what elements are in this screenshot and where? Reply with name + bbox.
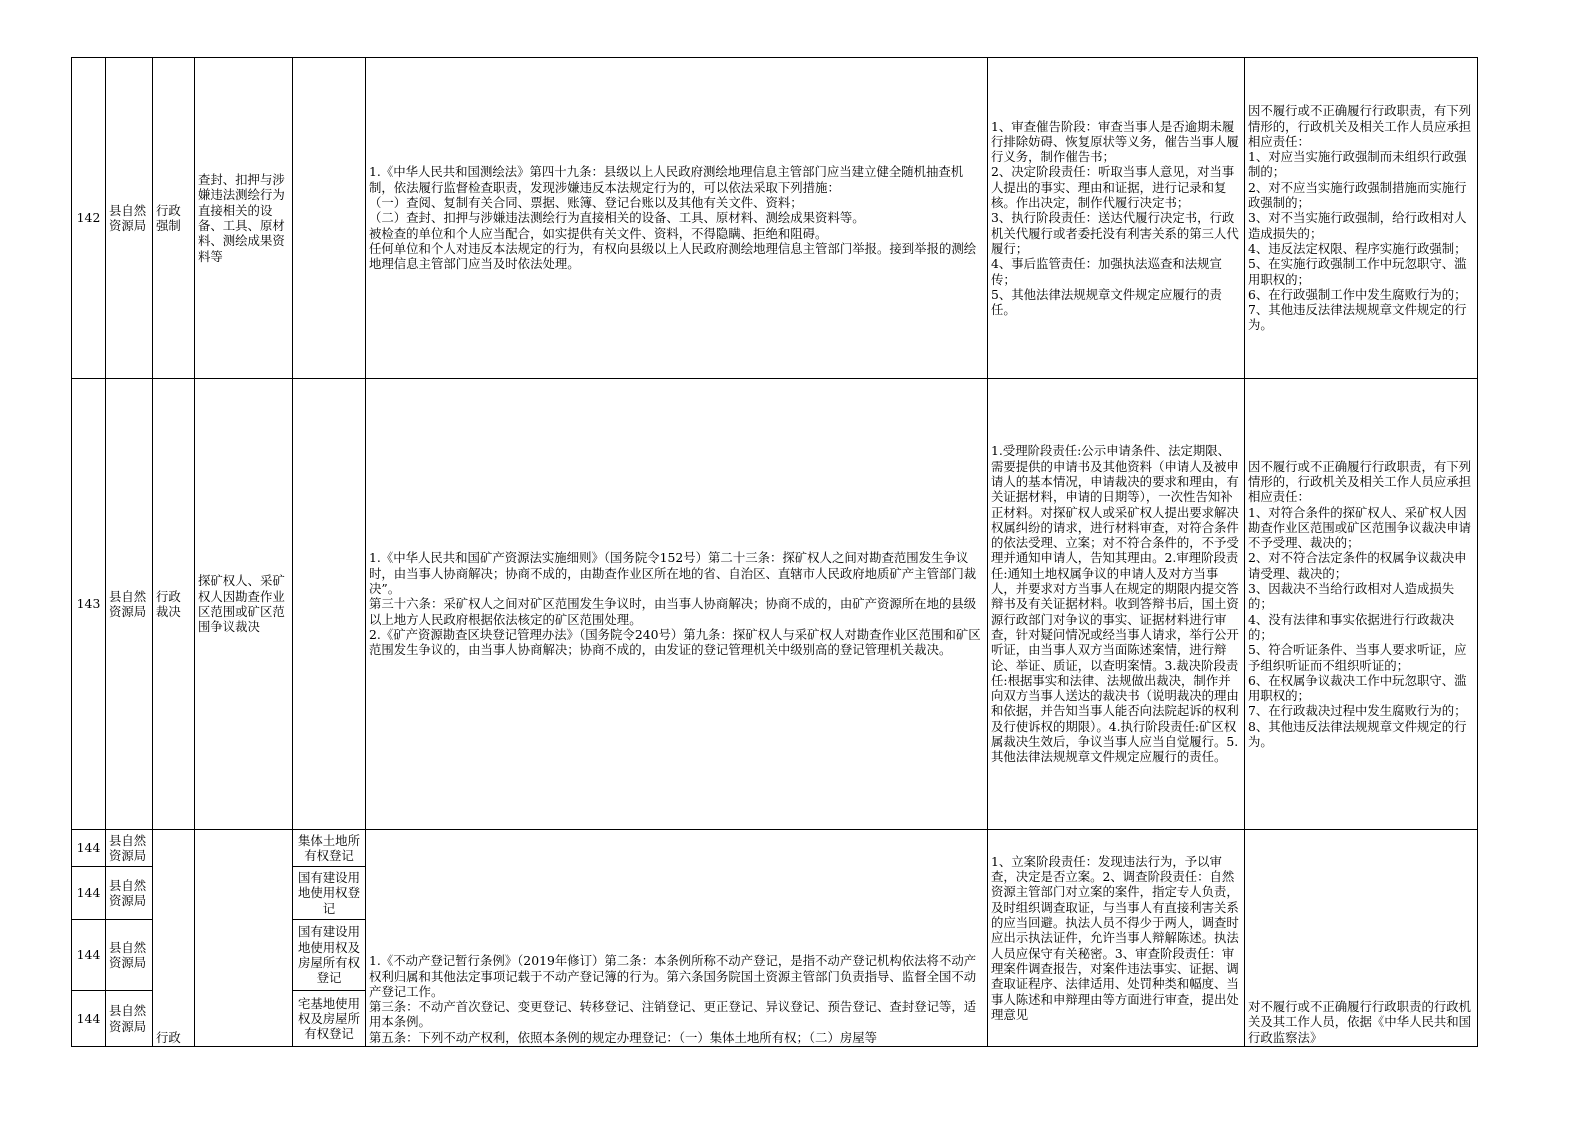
legal-basis: [366, 58, 988, 379]
text-line: 1.受理阶段责任:公示申请条件、法定期限、需要提供的申请书及其他资料（申请人及被申请人的基本情况，申请裁决的要求和理由，有关证据材料，申请的日期等），一次性告知补正材料。对探矿权人或采矿权人提出要求解决权属纠纷的请求，进行材料审查，对符合条件的依法受理、立案；对不符合条件的，不予受理并通知申请人，告知其理由。2.审理阶段责任:通知土地权属争议的申请人及对方当事人，并要求对方当事人在规定的期限内提交答辩书及有关证据材料。收到答辩书后，国土资源行政部门对争议的事实、证据材料进行审查，针对疑问情况或经当事人请求，举行公开听证，由当事人双方当面陈述案情，进行辩论、举证、质证，以查明案情。3.裁决阶段责任:根据事实和法律、法规做出裁决，制作并向双方当事人送达的裁决书（说明裁决的理由和依据，并告知当事人能否向法院起诉的权利及行使诉权的期限）。4.执行阶段责任:矿区权属裁决生效后，争议当事人应当自觉履行。5.其他法律法规规章文件规定应履行的责任。: [991, 443, 1239, 765]
department: 县自然资源局: [106, 58, 153, 379]
table-row: [72, 58, 1478, 379]
power-name: 查封、扣押与涉嫌违法测绘行为直接相关的设备、工具、原材料、测绘成果资料等: [195, 58, 293, 379]
text-line: （一）查阅、复制有关合同、票据、账簿、登记台账以及其他有关文件、资料；: [369, 195, 803, 211]
text-line: 4、没有法律和事实依据进行行政裁决的；: [1248, 611, 1455, 642]
text-line: 6、在行政强制工作中发生腐败行为的；: [1248, 286, 1467, 302]
text-line: 因不履行或不正确履行行政职责，有下列情形的，行政机关及相关工作人员应承担相应责任：: [1248, 103, 1472, 149]
text-line: 2.《矿产资源勘查区块登记管理办法》（国务院令240号）第九条：探矿权人与采矿权人对勘查作业区范围和矿区范围发生争议的，由当事人协商解决；协商不成的，由发证的登记管理机关中级别高的登记管理机关裁决。: [369, 626, 981, 658]
text-line: 5、在实施行政强制工作中玩忽职守、滥用职权的；: [1248, 256, 1467, 287]
table-row: [72, 830, 1478, 867]
text-line: 3、对不当实施行政强制，给行政相对人造成损失的；: [1248, 210, 1467, 241]
text-line: 第五条：下列不动产权利，依照本条例的规定办理登记：（一）集体土地所有权；（二）房屋等: [369, 1029, 878, 1045]
responsibility: [988, 379, 1245, 830]
table-row: [72, 379, 1478, 830]
page-bottom-margin: [0, 1050, 1587, 1122]
power-name: [195, 830, 293, 1047]
text-line: 因不履行或不正确履行行政职责，有下列情形的，行政机关及相关工作人员应承担相应责任：: [1248, 458, 1472, 505]
power-type: 行政裁决: [153, 379, 195, 830]
sub-item: [293, 58, 366, 379]
text-line: 8、其他违反法律法规规章文件规定的行为。: [1248, 718, 1467, 750]
row-number: 144: [72, 991, 106, 1047]
power-name: 探矿权人、采矿权人因勘查作业区范围或矿区范围争议裁决: [195, 379, 293, 830]
accountability: [1245, 58, 1478, 379]
text-line: 3、执行阶段责任：送达代履行决定书，行政机关代履行或者委托没有利害关系的第三人代履行；: [991, 210, 1239, 256]
text-line: 2、对不符合法定条件的权属争议裁决申请受理、裁决的；: [1248, 550, 1467, 581]
text-line: 第三十六条：采矿权人之间对矿区范围发生争议时，由当事人协商解决；协商不成的，由矿产资源所在地的县级以上地方人民政府根据依法核定的矿区范围处理。: [369, 596, 977, 627]
text-line: 6、在权属争议裁决工作中玩忽职守、滥用职权的；: [1248, 672, 1467, 704]
text-line: 对不履行或不正确履行行政职责的行政机关及其工作人员，依据《中华人民共和国行政监察法》: [1248, 999, 1472, 1045]
sub-item: 集体土地所有权登记: [293, 830, 366, 867]
sub-item: 宅基地使用权及房屋所有权登记: [293, 991, 366, 1047]
text-line: 1.《中华人民共和国测绘法》第四十九条：县级以上人民政府测绘地理信息主管部门应当建立健全随机抽查机制，依法履行监督检查职责，发现涉嫌违反本法规定行为的，可以依法采取下列措施：: [369, 164, 964, 195]
text-line: 1、审查催告阶段：审查当事人是否逾期未履行排除妨碍、恢复原状等义务，催告当事人履行义务，制作催告书；: [991, 118, 1239, 165]
department: 县自然资源局: [106, 991, 153, 1047]
text-line: 5、其他法律法规规章文件规定应履行的责任。: [991, 286, 1222, 318]
text-line: 2、决定阶段责任：听取当事人意见，对当事人提出的事实、理由和证据，进行记录和复核。作出决定，制作代履行决定书；: [991, 164, 1235, 211]
row-number: 144: [72, 867, 106, 920]
text-line: 1、对应当实施行政强制而未组织行政强制的；: [1248, 149, 1467, 180]
row-number: 143: [72, 379, 106, 830]
sub-item: 国有建设用地使用权登记: [293, 867, 366, 920]
responsibility: [988, 830, 1245, 1047]
department: 县自然资源局: [106, 379, 153, 830]
department: 县自然资源局: [106, 920, 153, 991]
text-line: 任何单位和个人对违反本法规定的行为，有权向县级以上人民政府测绘地理信息主管部门举报。接到举报的测绘地理信息主管部门应当及时依法处理。: [369, 240, 977, 272]
text-line: 1.《中华人民共和国矿产资源法实施细则》（国务院令152号）第二十三条：探矿权人之间对勘查范围发生争议时，由当事人协商解决；协商不成的，由勘查作业区所在地的省、自治区、直辖市人民政府地质矿产主管部门裁决”。: [369, 550, 977, 597]
text-line: 1、立案阶段责任：发现违法行为，予以审查，决定是否立案。2、调查阶段责任：自然资源主管部门对立案的案件，指定专人负责，及时组织调查取证，与当事人有直接利害关系的应当回避。执法人员不得少于两人，调查时应出示执法证件，允许当事人辩解陈述。执法人员应保守有关秘密。3、审查阶段责任：审理案件调查报告，对案件违法事实、证据、调查取证程序、法律适用、处罚种类和幅度、当事人陈述和申辩理由等方面进行审查，提出处理意见: [991, 853, 1239, 1022]
power-list-table: [71, 57, 1478, 1047]
text-line: 4、事后监管责任：加强执法巡查和法规宣传；: [991, 256, 1222, 287]
sub-item: [293, 379, 366, 830]
accountability: [1245, 830, 1478, 1047]
text-line: 被检查的单位和个人应当配合，如实提供有关文件、资料，不得隐瞒、拒绝和阻碍。: [369, 225, 828, 241]
text-line: 第三条：不动产首次登记、变更登记、转移登记、注销登记、更正登记、异议登记、预告登记、查封登记等，适用本条例。: [369, 999, 977, 1030]
text-line: 1、对符合条件的探矿权人、采矿权人因勘查作业区范围或矿区范围争议裁决申请不予受理、裁决的；: [1248, 504, 1472, 551]
sub-item: 国有建设用地使用权及房屋所有权登记: [293, 920, 366, 991]
text-line: 1.《不动产登记暂行条例》（2019年修订）第二条：本条例所称不动产登记，是指不动产登记机构依法将不动产权利归属和其他法定事项记载于不动产登记簿的行为。第六条国务院国土资源主管部门负责指导、监督全国不动产登记工作。: [369, 953, 977, 999]
text-line: 4、违反法定权限、程序实施行政强制；: [1248, 240, 1467, 256]
legal-basis: [366, 379, 988, 830]
department: 县自然资源局: [106, 867, 153, 920]
power-type: 行政: [153, 830, 195, 1047]
text-line: 3、因裁决不当给行政相对人造成损失的；: [1248, 581, 1455, 612]
department: 县自然资源局: [106, 830, 153, 867]
text-line: 5、符合听证条件、当事人要求听证，应予组织听证而不组织听证的；: [1248, 642, 1467, 673]
accountability: [1245, 379, 1478, 830]
row-number: 144: [72, 830, 106, 867]
row-number: 142: [72, 58, 106, 379]
power-type: 行政强制: [153, 58, 195, 379]
text-line: （二）查封、扣押与涉嫌违法测绘行为直接相关的设备、工具、原材料、测绘成果资料等。: [369, 210, 865, 226]
legal-basis: [366, 830, 988, 1047]
responsibility: [988, 58, 1245, 379]
text-line: 7、其他违反法律法规规章文件规定的行为。: [1248, 302, 1467, 333]
text-line: 2、对不应当实施行政强制措施而实施行政强制的；: [1248, 179, 1467, 211]
row-number: 144: [72, 920, 106, 991]
text-line: 7、在行政裁决过程中发生腐败行为的；: [1248, 703, 1467, 719]
